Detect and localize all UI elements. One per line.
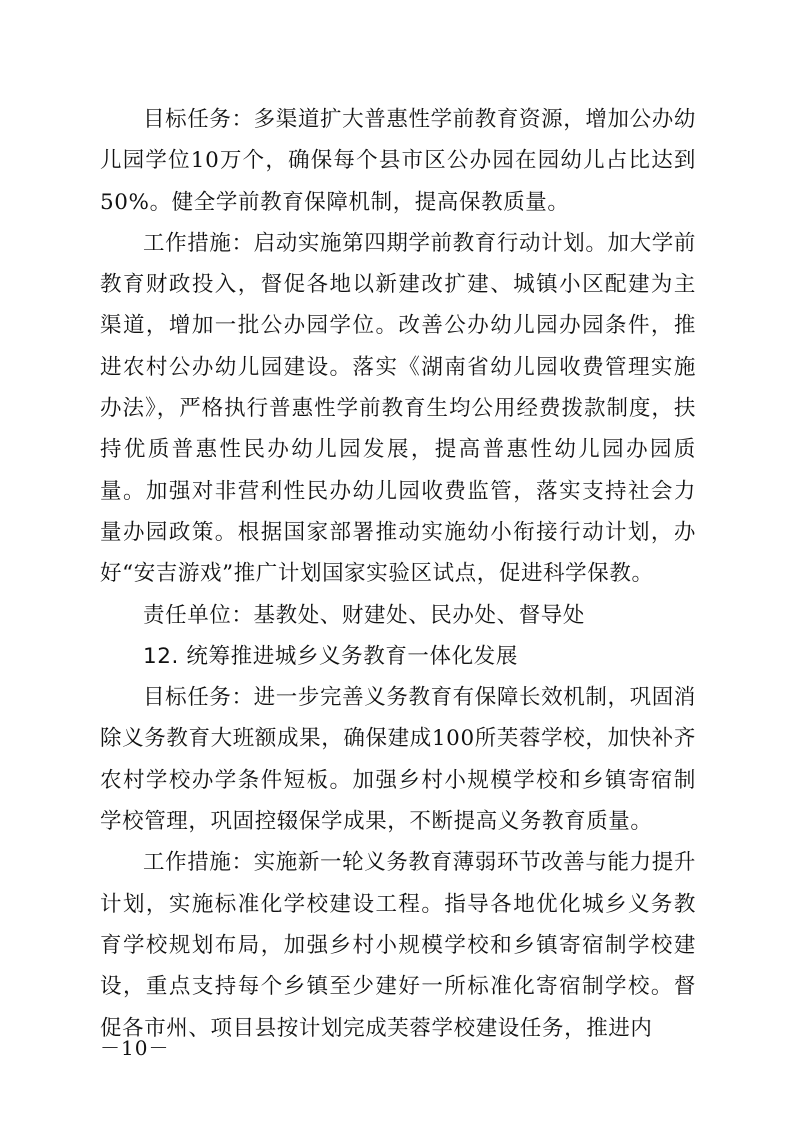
- goal-paragraph-preschool: 目标任务：多渠道扩大普惠性学前教育资源，增加公办幼儿园学位10万个，确保每个县市区公办园在园幼儿占比达到50%。健全学前教育保障机制，提高保教质量。: [100, 107, 696, 215]
- measures-paragraph-compulsory: 工作措施：实施新一轮义务教育薄弱环节改善与能力提升计划，实施标准化学校建设工程。指导各地优化城乡义务教育学校规划布局，加强乡村小规模学校和乡镇寄宿制学校建设，重点支持每个乡镇至少建好一所标准化寄宿制学校。督促各市州、项目县按计划完成芙蓉学校建设任务，推进内: [100, 850, 696, 1041]
- responsible-units-paragraph: 责任单位：基教处、财建处、民办处、督导处: [143, 602, 586, 628]
- page-number: －10－: [100, 1036, 170, 1060]
- body-text: [100, 99, 696, 1049]
- section-heading: 12. 统筹推进城乡义务教育一体化发展: [143, 643, 518, 669]
- measures-paragraph-preschool: 工作措施：启动实施第四期学前教育行动计划。加大学前教育财政投入，督促各地以新建改扩建、城镇小区配建为主渠道，增加一批公办园学位。改善公办幼儿园办园条件，推进农村公办幼儿园建设。落实《湖南省幼儿园收费管理实施办法》，严格执行普惠性学前教育生均公用经费拨款制度，扶持优质普惠性民办幼儿园发展，提高普惠性幼儿园办园质量。加强对非营利性民办幼儿园收费监管，落实支持社会力量办园政策。根据国家部署推动实施幼小衔接行动计划，办好“安吉游戏”推广计划国家实验区试点，促进科学保教。: [100, 230, 696, 587]
- goal-paragraph-compulsory: 目标任务：进一步完善义务教育有保障长效机制，巩固消除义务教育大班额成果，确保建成100所芙蓉学校，加快补齐农村学校办学条件短板。加强乡村小规模学校和乡镇寄宿制学校管理，巩固控辍保学成果，不断提高义务教育质量。: [100, 685, 696, 835]
